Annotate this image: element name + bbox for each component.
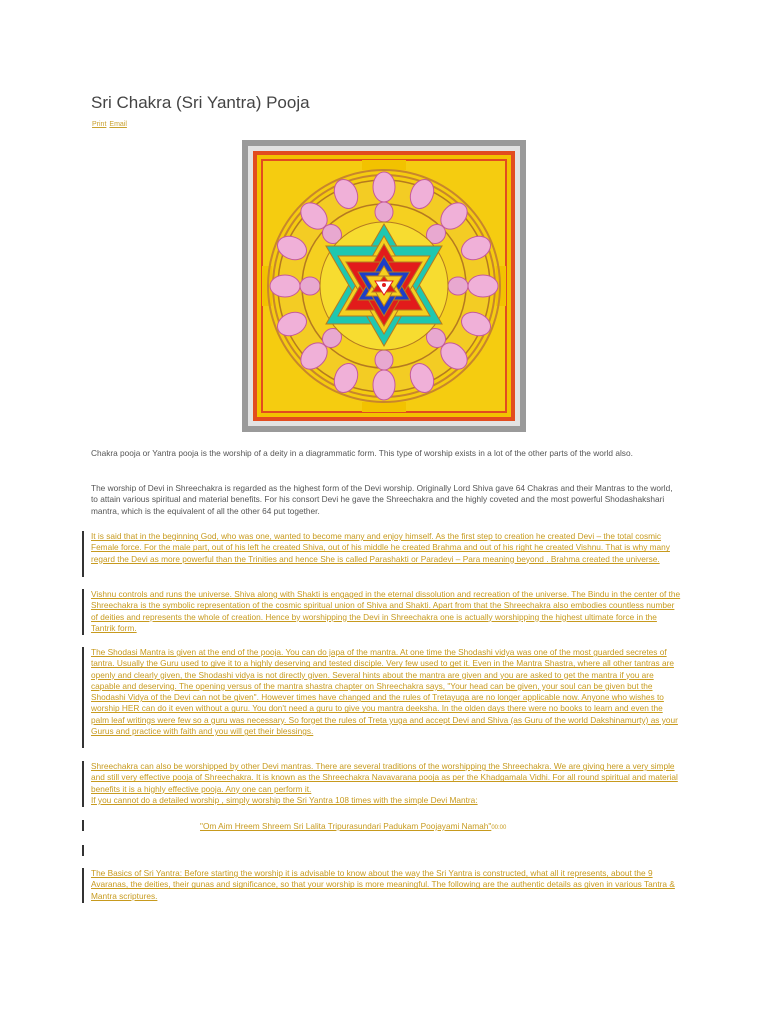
print-link[interactable]: Print — [92, 121, 107, 128]
mantra-text[interactable]: "Om Aim Hreem Shreem Sri Lalita Tripurasundari Padukam Poojayami Namah" — [200, 821, 492, 831]
section-shodasi-mantra[interactable]: The Shodasi Mantra is given at the end of the pooja. You can do japa of the mantra. At one time the Shodashi vidya was one of the most guarded secretes of tantra. Usually the Guru used to give it to a highly deserving and tested disciple. Very few used to get it. Even in the Mantra Shastra, where all other tantras are openly and clearly given, the Shodashi vidya is not directly given. Several hints about the mantra are given and you are asked to get the mantra if you are capable and deserving. The opening versus of the mantra shastra chapter on Shreechakra says, "Your head can be given, your soul can be given but the Shodashi Vidya of the Devi can not be given". However times have changed and the rules of Tretayuga are no longer applicable now. Anyone who wishes to worship HER can do it even without a guru. You don't need a guru to give you mantra deeksha. In the olden days there were no books to learn and even the palm leaf writings were few so a guru was necessary. So forget the rules of Treta yuga and accept Devi and Shiva (as Guru of the world Dakshinamurty) as your Gurus and practice with faith and you will get their blessings. — [91, 647, 678, 737]
section-simple-worship[interactable]: If you cannot do a detailed worship , simply worship the Sri Yantra 108 times with the simple Devi Mantra: — [91, 795, 478, 805]
section-basics[interactable]: The Basics of Sri Yantra: Before starting the worship it is advisable to know about the way the Sri Yantra is constructed, what all it represents, about the 9 Avaranas, the deities, their gunas and significance, so that your worship is more meaningful. The following are the authentic details as given in various Tantra & Mantra scriptures. — [91, 868, 675, 901]
quote-bar — [82, 845, 84, 856]
quote-bar — [82, 589, 84, 635]
sri-yantra-icon — [242, 140, 526, 432]
quote-bar — [82, 647, 84, 748]
mantra-time: 00:00 — [491, 825, 507, 831]
quote-bar — [82, 820, 84, 831]
devi-mantra — [200, 821, 506, 831]
intro-paragraph-1: Chakra pooja or Yantra pooja is the worship of a deity in a diagrammatic form. This type of worship exists in a lot of the other parts of the world also. — [91, 448, 633, 458]
section-bindu[interactable]: Vishnu controls and runs the universe. Shiva along with Shakti is engaged in the eternal dissolution and recreation of the universe. The Bindu in the center of the Shreechakra is the symbolic representation of the cosmic spiritual union of Shiva and Shakti. Apart from that the Shreechakra also embodies countless number of deities and represents the whole of creation. Hence by worshipping the Devi in Shreechakra one is actually worshipping the highest ultimate force in the Tantrik form. — [91, 589, 681, 633]
email-link[interactable]: Email — [109, 121, 127, 128]
quote-bar — [82, 761, 84, 807]
quote-bar — [82, 868, 84, 903]
intro-paragraph-2: The worship of Devi in Shreechakra is regarded as the highest form of the Devi worship. Originally Lord Shiva gave 64 Chakras and their Mantras to the world, to attain various spiritual and material benefits. For his consort Devi he gave the Shreechakra and the highly coveted and the most powerful Shodashakshari mantra, which is the equivalent of all the other 64 put together. — [91, 483, 673, 516]
print-email-links — [92, 121, 130, 128]
quote-bar — [82, 531, 84, 577]
section-creation[interactable]: It is said that in the beginning God, who was one, wanted to become many and enjoy himself. As the first step to creation he created Devi – the total cosmic Female force. For the male part, out of his left he created Shiva, out of his middle he created Brahma and out of his right he created Vishnu. That is why many regard the Devi as more powerful than the Trinities and hence She is called Parashakti or Paradevi – Para meaning beyond . Brahma created the universe. — [91, 531, 670, 564]
section-navavarana[interactable]: Shreechakra can also be worshipped by other Devi mantras. There are several traditions of the worshipping the Shreechakra. We are giving here a very simple and still very effective pooja of Shreechakra. It is known as the Shreechakra Navavarana pooja as per the Khadgamala Vidhi. For all round spiritual and material benefits it is a highly effective pooja. Any one can perform it. — [91, 761, 678, 794]
page-title: Sri Chakra (Sri Yantra) Pooja — [91, 93, 310, 112]
